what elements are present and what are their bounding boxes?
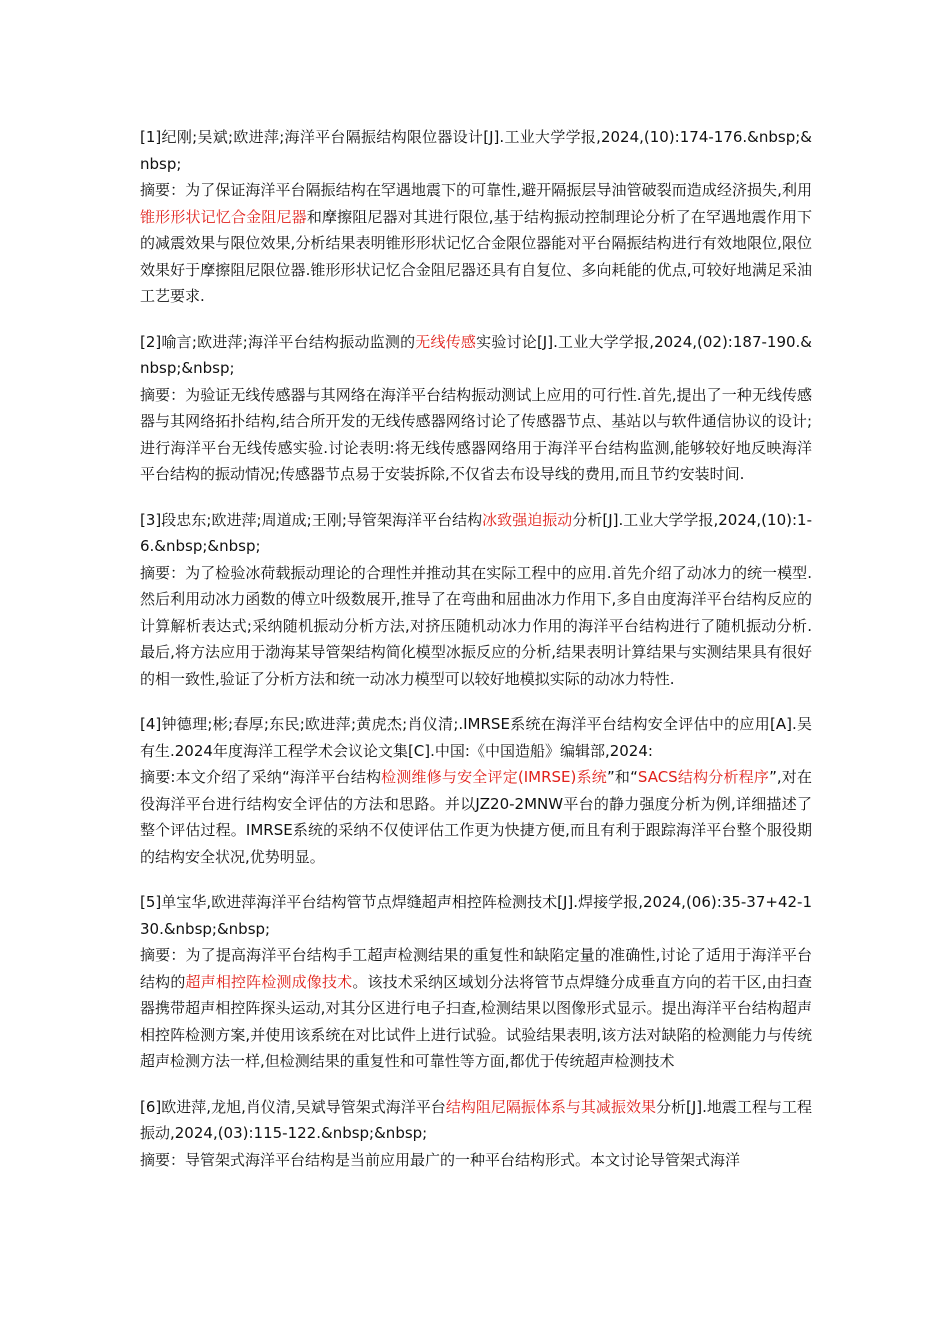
text-segment: 摘要：为了保证海洋平台隔振结构在罕遇地震下的可靠性,避开隔振层导油管破裂而造成经济损失,利用 [140,181,812,199]
reference-entry [140,124,812,310]
highlighted-keyword: 结构阻尼隔振体系与其减振效果 [445,1097,656,1116]
reference-entry [140,329,812,488]
reference-abstract [140,177,812,310]
reference-abstract [140,1147,812,1174]
text-segment: [2]喻言;欧进萍;海洋平台结构振动监测的 [140,332,416,351]
reference-citation [140,889,812,942]
text-segment: 分析[J].工业大学学报,2024,(10):1-6.&nbsp;&nbsp; [140,510,812,555]
text-segment: [4]钟德理;彬;春厚;东民;欧进萍;黄虎杰;肖仪清;.IMRSE系统在海洋平台结构安全评估中的应用[A].吴有生.2024年度海洋工程学术会议论文集[C].中国:《中国造船》编辑部,2024: [140,715,812,760]
text-segment: 摘要：为了提高海洋平台结构手工超声检测结果的重复性和缺陷定量的准确性,讨论了适用于海洋平台结构的 [140,946,812,991]
reference-citation [140,1094,812,1147]
reference-citation [140,711,812,764]
text-segment: 摘要：导管架式海洋平台结构是当前应用最广的一种平台结构形式。本文讨论导管架式海洋 [140,1150,741,1169]
text-segment: ”,对在役海洋平台进行结构安全评估的方法和思路。并以JZ20-2MNW平台的静力强度分析为例,详细描述了整个评估过程。IMRSE系统的采纳不仅使评估工作更为快捷方便,而且有利于跟踪海洋平台整个服役期的结构安全状况,优势明显。 [140,768,812,866]
text-segment: 摘要:本文介绍了采纳“海洋平台结构 [140,768,382,786]
reference-abstract [140,560,812,693]
text-segment: 摘要：为验证无线传感器与其网络在海洋平台结构振动测试上应用的可行性.首先,提出了一种无线传感器与其网络拓扑结构,结合所开发的无线传感器网络讨论了传感器节点、基站以与软件通信协议的设计;进行海洋平台无线传感实验.讨论表明:将无线传感器网络用于海洋平台结构监测,能够较好地反映海洋平台结构的振动情况;传感器节点易于安装拆除,不仅省去布设导线的费用,而且节约安装时间. [140,385,812,483]
text-segment: 和摩擦阻尼器对其进行限位,基于结构振动控制理论分析了在罕遇地震作用下的减震效果与限位效果,分析结果表明锥形形状记忆合金限位器能对平台隔振结构进行有效地限位,限位效果好于摩擦阻尼限位器.锥形形状记忆合金阻尼器还具有自复位、多向耗能的优点,可较好地满足采油工艺要求. [140,207,812,305]
text-segment: 分析[J].地震工程与工程振动,2024,(03):115-122.&nbsp;&nbsp; [140,1097,812,1142]
text-segment: [5]单宝华,欧进萍海洋平台结构管节点焊缝超声相控阵检测技术[J].焊接学报,2024,(06):35-37+42-130.&nbsp;&nbsp; [140,893,812,938]
text-segment: 摘要：为了检验冰荷载振动理论的合理性并推动其在实际工程中的应用.首先介绍了动冰力的统一模型.然后利用动冰力函数的傅立叶级数展开,推导了在弯曲和屈曲冰力作用下,多自由度海洋平台结构反应的计算解析表达式;采纳随机振动分析方法,对挤压随机动冰力作用的海洋平台结构进行了随机振动分析.最后,将方法应用于渤海某导管架结构简化模型冰振反应的分析,结果表明计算结果与实测结果具有很好的相一致性,验证了分析方法和统一动冰力模型可以较好地模拟实际的动冰力特性. [140,563,812,688]
highlighted-keyword: 无线传感 [415,332,477,351]
highlighted-keyword: 检测维修与安全评定(IMRSE)系统 [381,768,607,786]
reference-abstract [140,764,812,870]
reference-abstract [140,942,812,1075]
text-segment: 实验讨论[J].工业大学学报,2024,(02):187-190.&nbsp;&nbsp; [140,332,812,377]
text-segment: [1]纪刚;吴斌;欧进萍;海洋平台隔振结构限位器设计[J].工业大学学报,2024,(10):174-176.&nbsp;&nbsp; [140,128,812,173]
reference-entry [140,711,812,870]
reference-entry [140,1094,812,1174]
highlighted-keyword: 冰致强迫振动 [482,510,573,529]
reference-citation [140,329,812,382]
highlighted-keyword: SACS结构分析程序 [637,768,770,786]
highlighted-keyword: 超声相控阵检测成像技术 [185,972,353,991]
reference-citation [140,124,812,177]
reference-entry [140,507,812,693]
text-segment: 。该技术采纳区域划分法将管节点焊缝分成垂直方向的若干区,由扫查器携带超声相控阵探头运动,对其分区进行电子扫查,检测结果以图像形式显示。提出海洋平台结构超声相控阵检测方案,并使用该系统在对比试件上进行试验。试验结果表明,该方法对缺陷的检测能力与传统超声检测方法一样,但检测结果的重复性和可靠性等方面,都优于传统超声检测技术 [140,972,812,1070]
reference-entry [140,889,812,1075]
text-segment: ”和“ [606,768,638,786]
text-segment: [3]段忠东;欧进萍;周道成;王刚;导管架海洋平台结构 [140,510,483,529]
text-segment: [6]欧进萍,龙旭,肖仪清,吴斌导管架式海洋平台 [140,1097,446,1116]
highlighted-keyword: 锥形形状记忆合金阻尼器 [140,207,307,226]
document-page [140,124,812,1192]
reference-citation [140,507,812,560]
reference-abstract [140,382,812,488]
